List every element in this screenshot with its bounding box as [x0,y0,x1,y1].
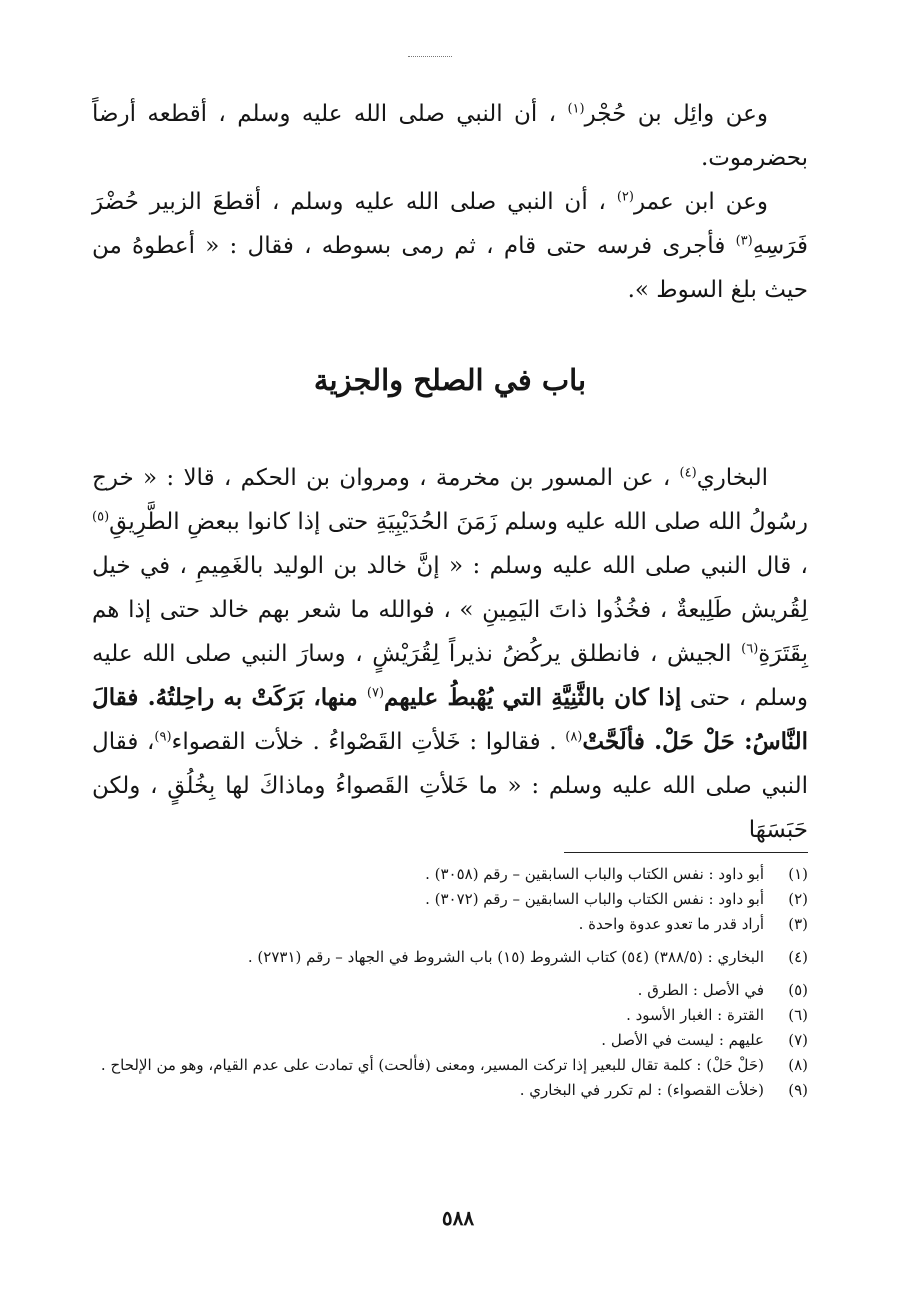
footnote-item [92,862,808,887]
text-run: ، عن المسور بن مخرمة ، ومروان بن الحكم ، قالا : « خرج رسُولُ الله صلى الله عليه وسلم زَمَنَ الحُدَيْبِيَةِ حتى إذا كانوا ببعضِ الطَّرِيقِ [92,465,808,535]
footnote-item [92,912,808,937]
footnote-text: البخاري : (٣٨٨/٥) (٥٤) كتاب الشروط (١٥) باب الشروط في الجهاد – رقم (٢٧٣١) . [247,948,764,966]
footnote-separator [564,852,808,853]
footnote-ref-3[interactable]: (٣) [735,233,753,249]
paragraph-wail [92,92,808,180]
footnote-text: القترة : الغبار الأسود . [626,1006,764,1024]
footnote-text: عليهم : ليست في الأصل . [601,1031,764,1049]
footnote-item [92,1078,808,1103]
text-run: فأجرى فرسه حتى قام ، ثم رمى بسوطه ، فقال : « أعطوهُ من حيث بلغ السوط ». [92,233,808,303]
footnote-text: (حَلْ حَلْ) : كلمة تقال للبعير إذا تركت المسير، ومعنى (فألحت) أي تمادت على عدم القيام، وهو من الإلحاح . [100,1056,764,1074]
text-run-bold: منها، بَرَكَتْ به راحِلتُهُ. فقالَ النَّاسُ: حَلْ حَلْ. فألَحَّتْ [92,684,808,755]
text-run: ، أن النبي صلى الله عليه وسلم ، أقطعَ الزبير حُضْرَ فَرَسِهِ [92,189,808,259]
footnote-number: (٥) [788,981,808,999]
footnote-number: (٣) [788,915,808,933]
text-run: وعن ابن عمر [633,189,768,215]
footnote-item [92,978,808,1003]
text-run: . فقالوا : خَلأتِ القَصْواءُ . خلأت القصواء [171,729,566,755]
text-run: ، قال النبي صلى الله عليه وسلم : « إنَّ خالد بن الوليد بالغَمِيمِ ، في خيل لِقُريش طَلِيعةٌ ، فخُذُوا ذاتَ اليَمِينِ » ، فوالله ما شعر بهم خالد حتى إذا هم بِقَتَرَةِ [92,553,808,667]
footnote-text: أراد قدر ما تعدو عدوة واحدة . [578,915,764,933]
paragraph-hadith [92,456,808,852]
footnote-item [92,1028,808,1053]
footnote-item [92,887,808,912]
text-run: البخاري [696,465,768,491]
footnote-item [92,1003,808,1028]
text-run: الجيش ، فانطلق يركُضُ نذيراً لِقُرَيْشٍ ، وسارَ النبي صلى الله عليه وسلم ، حتى [92,641,808,711]
footnote-ref-6[interactable]: (٦) [741,641,759,657]
footnote-item [92,945,808,970]
footnote-number: (٤) [788,948,808,966]
footnote-ref-7[interactable]: (٧) [366,685,385,701]
footnote-text: أبو داود : نفس الكتاب والباب السابقين – رقم (٣٠٥٨) . [425,865,764,883]
footnote-ref-1[interactable]: (١) [567,101,585,117]
footnote-ref-8[interactable]: (٨) [565,729,583,745]
footnote-ref-9[interactable]: (٩) [154,729,172,745]
footnote-text: في الأصل : الطرق . [637,981,764,999]
footnote-number: (٦) [788,1006,808,1024]
text-run: ، فقال النبي صلى الله عليه وسلم : « ما خَلأتِ القَصواءُ وماذاكَ لها بِخُلُقٍ ، ولكن حَبَسَهَا [92,729,808,843]
footnote-number: (٢) [788,890,808,908]
footnote-ref-5[interactable]: (٥) [92,509,110,525]
page-number: ٥٨٨ [441,1206,475,1230]
main-text [92,92,808,852]
text-run: وعن وائِل بن حُجْر [584,101,768,127]
footnote-number: (٧) [788,1031,808,1049]
text-run-bold: إذا كان بالثَّنِيَّةِ التي يُهْبطُ عليهم [384,684,682,711]
footnote-text: أبو داود : نفس الكتاب والباب السابقين – رقم (٣٠٧٢) . [425,890,764,908]
footnote-text: (خلأت القصواء) : لم تكرر في البخاري . [519,1081,764,1099]
paragraph-ibn-umar [92,180,808,312]
footnote-ref-2[interactable]: (٢) [616,189,634,205]
footnotes-list [92,862,808,1103]
footnote-item [92,1053,808,1078]
footnote-number: (٨) [788,1056,808,1074]
footnote-ref-4[interactable]: (٤) [679,465,697,481]
top-decoration [408,56,452,57]
footnote-number: (٩) [788,1081,808,1099]
section-heading: باب في الصلح والجزية [313,363,587,397]
text-run: ، أن النبي صلى الله عليه وسلم ، أقطعه أرضاً بحضرموت. [92,101,808,171]
footnote-number: (١) [788,865,808,883]
